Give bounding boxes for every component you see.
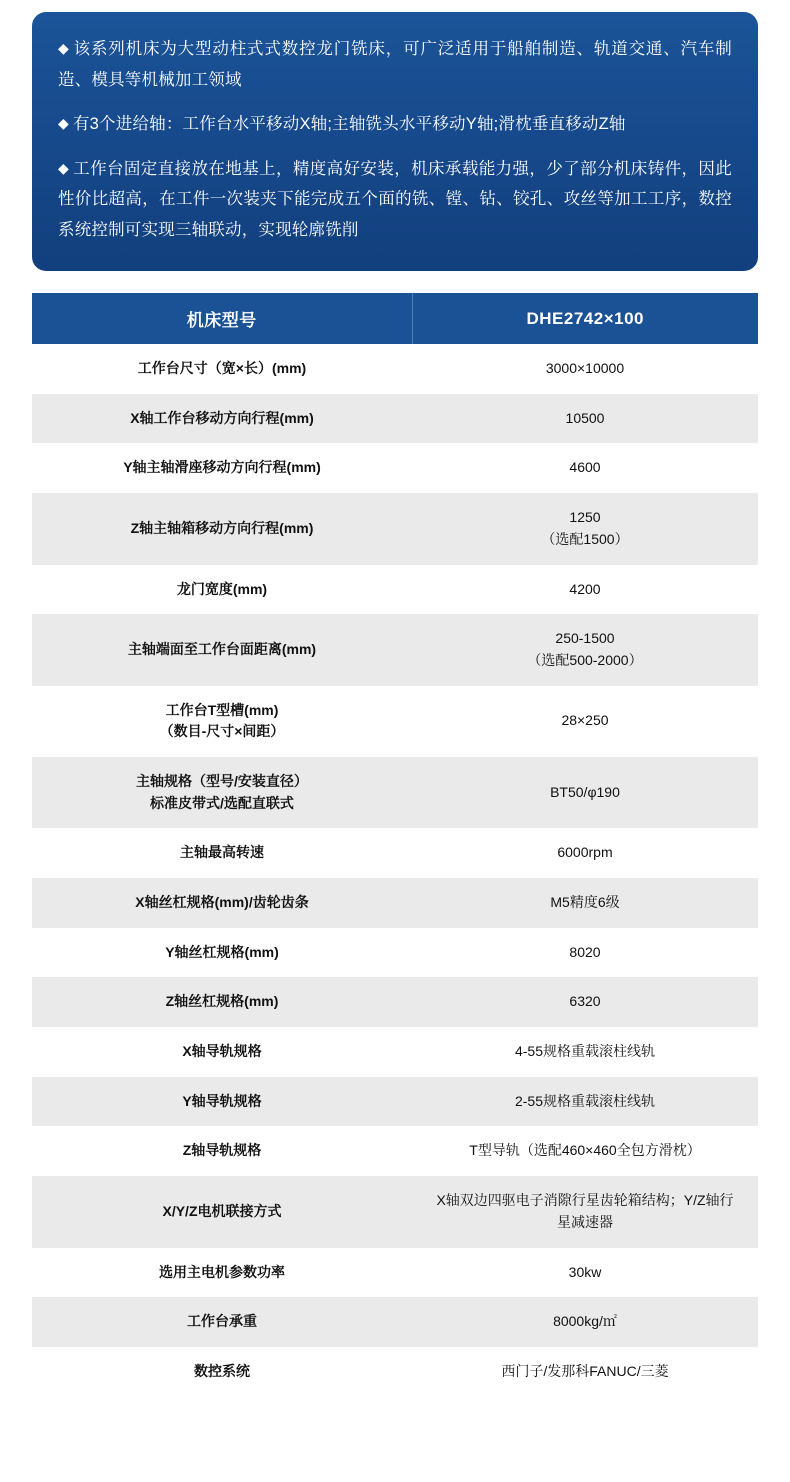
intro-item — [58, 109, 732, 140]
table-row — [32, 878, 758, 928]
row-value: 6000rpm — [412, 828, 758, 878]
spec-table-body — [32, 344, 758, 1397]
row-label: Y轴导轨规格 — [32, 1077, 412, 1127]
table-row — [32, 1248, 758, 1298]
table-row — [32, 344, 758, 394]
row-label: 数控系统 — [32, 1347, 412, 1397]
row-value: 30kw — [412, 1248, 758, 1298]
row-label: Y轴主轴滑座移动方向行程(mm) — [32, 443, 412, 493]
row-label-line2: 标准皮带式/选配直联式 — [150, 794, 294, 811]
row-label: X/Y/Z电机联接方式 — [32, 1176, 412, 1247]
table-header-row — [32, 293, 758, 344]
row-label: 龙门宽度(mm) — [32, 565, 412, 615]
table-row — [32, 565, 758, 615]
row-value-line1: 1250 — [569, 509, 601, 526]
row-value: 4-55规格重载滚柱线轨 — [412, 1027, 758, 1077]
row-label: Z轴丝杠规格(mm) — [32, 977, 412, 1027]
row-value: 3000×10000 — [412, 344, 758, 394]
table-row — [32, 493, 758, 564]
row-value — [412, 493, 758, 564]
row-label: Z轴主轴箱移动方向行程(mm) — [32, 493, 412, 564]
row-label-line1: 工作台T型槽(mm) — [165, 701, 279, 718]
spec-table — [32, 293, 758, 1397]
row-value: 8020 — [412, 928, 758, 978]
intro-item-text: 有3个进给轴：工作台水平移动X轴;主轴铣头水平移动Y轴;滑枕垂直移动Z轴 — [72, 115, 626, 134]
row-label: Z轴导轨规格 — [32, 1126, 412, 1176]
table-row — [32, 757, 758, 828]
table-row — [32, 1347, 758, 1397]
header-model-value: DHE2742×100 — [412, 293, 758, 344]
table-row — [32, 928, 758, 978]
table-row — [32, 1027, 758, 1077]
diamond-bullet-icon: ◆ — [58, 40, 70, 56]
spec-table-head — [32, 293, 758, 344]
intro-item — [58, 34, 732, 95]
intro-item-text: 工作台固定直接放在地基上，精度高好安装，机床承载能力强，少了部分机床铸件，因此性价比超高，在工件一次装夹下能完成五个面的铣、镗、钻、铰孔、攻丝等加工工序，数控系统控制可实现三轴联动，实现轮廓铣削 — [58, 159, 732, 239]
table-row — [32, 1176, 758, 1247]
row-label: X轴丝杠规格(mm)/齿轮齿条 — [32, 878, 412, 928]
row-value: M5精度6级 — [412, 878, 758, 928]
table-row — [32, 1297, 758, 1347]
row-value: T型导轨（选配460×460全包方滑枕） — [412, 1126, 758, 1176]
intro-item-text: 该系列机床为大型动柱式式数控龙门铣床，可广泛适用于船舶制造、轨道交通、汽车制造、模具等机械加工领域 — [58, 40, 732, 89]
diamond-bullet-icon: ◆ — [58, 115, 69, 132]
row-label: 选用主电机参数功率 — [32, 1248, 412, 1298]
table-row — [32, 977, 758, 1027]
row-value: 4600 — [412, 443, 758, 493]
row-label: 工作台尺寸（宽×长）(mm) — [32, 344, 412, 394]
bottom-spacer — [0, 1397, 790, 1457]
intro-item — [58, 154, 732, 246]
row-label: X轴导轨规格 — [32, 1027, 412, 1077]
row-label — [32, 686, 412, 757]
row-value — [412, 1176, 758, 1247]
row-value-line2: （选配1500） — [541, 530, 629, 547]
row-value: 6320 — [412, 977, 758, 1027]
table-row — [32, 614, 758, 685]
row-label — [32, 757, 412, 828]
row-label-line1: 主轴规格（型号/安装直径） — [136, 772, 308, 789]
table-row — [32, 686, 758, 757]
header-model-label: 机床型号 — [32, 293, 412, 344]
row-value: 8000kg/㎡ — [412, 1297, 758, 1347]
row-value: 28×250 — [412, 686, 758, 757]
row-label: 主轴最高转速 — [32, 828, 412, 878]
table-row — [32, 828, 758, 878]
row-value — [412, 614, 758, 685]
table-row — [32, 1126, 758, 1176]
row-value: 西门子/发那科FANUC/三菱 — [412, 1347, 758, 1397]
table-row — [32, 1077, 758, 1127]
row-value-line1: 250-1500 — [555, 630, 615, 647]
row-value-line1: X轴双边四驱电子消隙行星齿轮箱结构；Y/Z轴行 — [436, 1192, 734, 1209]
row-label: Y轴丝杠规格(mm) — [32, 928, 412, 978]
row-label: 主轴端面至工作台面距离(mm) — [32, 614, 412, 685]
row-value: 2-55规格重载滚柱线轨 — [412, 1077, 758, 1127]
row-value: 4200 — [412, 565, 758, 615]
row-value-line2: （选配500-2000） — [527, 651, 643, 668]
diamond-bullet-icon: ◆ — [58, 159, 70, 176]
row-label: X轴工作台移动方向行程(mm) — [32, 394, 412, 444]
row-label: 工作台承重 — [32, 1297, 412, 1347]
row-label-line2: （数目-尺寸×间距） — [159, 723, 285, 740]
product-spec-page — [0, 12, 790, 1482]
table-row — [32, 443, 758, 493]
row-value: 10500 — [412, 394, 758, 444]
intro-panel — [32, 12, 758, 271]
row-value: BT50/φ190 — [412, 757, 758, 828]
table-row — [32, 394, 758, 444]
row-value-line2: 星减速器 — [557, 1213, 613, 1230]
